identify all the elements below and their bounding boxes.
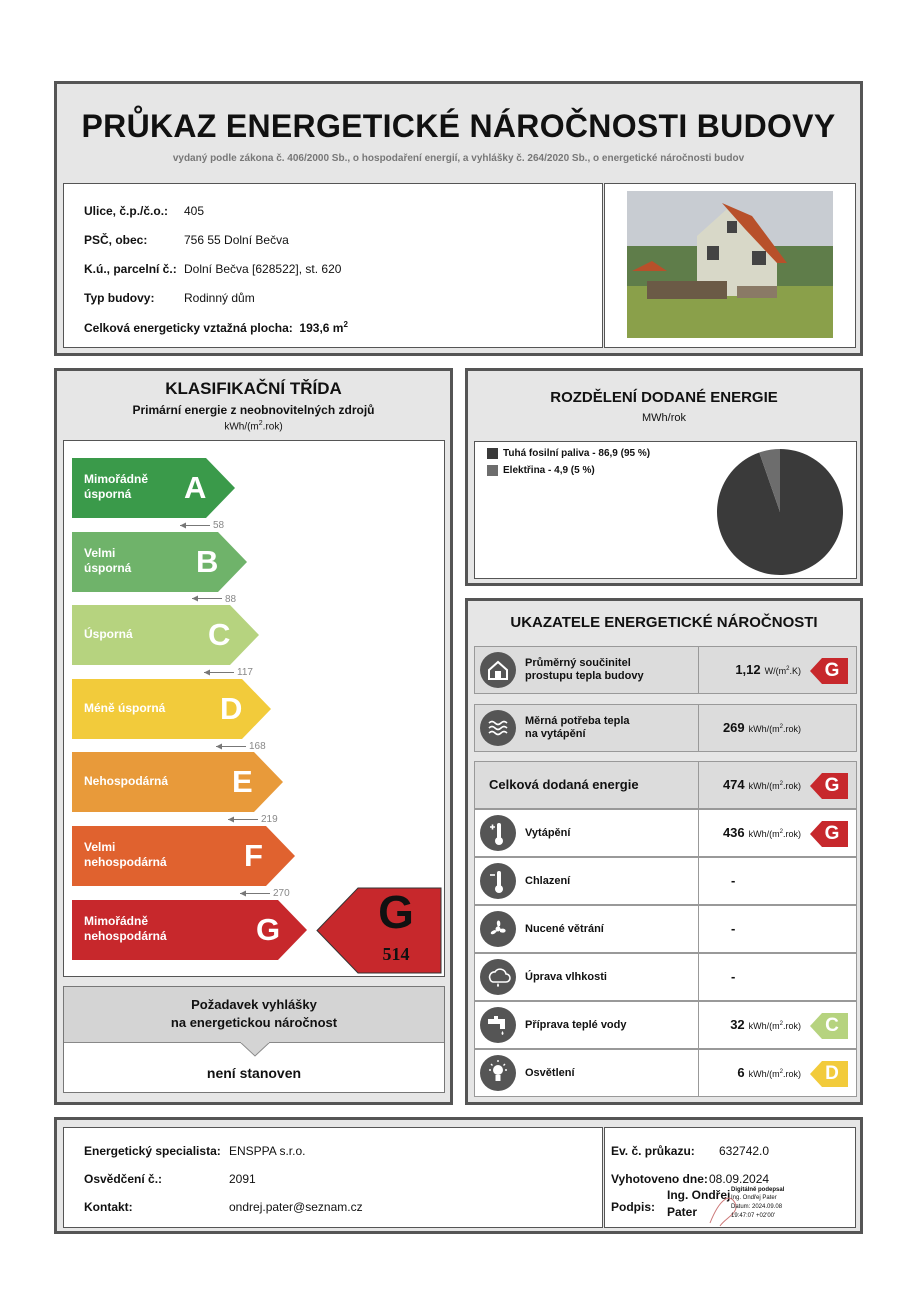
footer-panel <box>54 1117 863 1234</box>
indicator-label-line-1: Průměrný součinitel <box>525 657 631 669</box>
indicator-label-line-2: na vytápění <box>525 728 586 740</box>
threshold-value: 58 <box>213 520 225 531</box>
sign-name-1: Ing. Ondřej <box>667 1188 731 1202</box>
indicator-number: 436 <box>722 825 745 840</box>
psc-row <box>84 233 289 247</box>
icon-glyph <box>480 815 516 851</box>
tag-letter: G <box>824 823 840 844</box>
contact-label: Kontakt: <box>84 1200 133 1214</box>
certificate-box <box>604 1127 856 1228</box>
indicator-class-tag <box>810 1013 848 1039</box>
indicator-class-tag <box>810 821 848 847</box>
area-row <box>84 320 348 335</box>
result-letter: G <box>378 886 414 938</box>
street-label: Ulice, č.p./č.o.: <box>84 204 169 218</box>
class-label-line-1: Mimořádně <box>84 472 149 486</box>
indicator-value <box>737 1065 801 1080</box>
classification-panel <box>54 368 453 1105</box>
humidity-icon <box>480 959 516 995</box>
document-title: PRŮKAZ ENERGETICKÉ NÁROČNOSTI BUDOVY <box>81 108 836 144</box>
indicator-value <box>723 720 801 735</box>
house-icon <box>480 652 516 688</box>
street-row <box>84 204 204 218</box>
indicator-value: - <box>731 921 736 936</box>
ev-value: 632742.0 <box>719 1144 770 1158</box>
sign-name-2: Pater <box>667 1205 698 1219</box>
icon-glyph <box>480 1007 516 1043</box>
indicator-divider <box>698 858 699 904</box>
indicator-value: - <box>731 873 736 888</box>
indicator-class-tag <box>810 1061 848 1087</box>
indicator-divider <box>698 906 699 952</box>
class-threshold <box>216 741 266 752</box>
icon-glyph <box>480 710 516 746</box>
type-value: Rodinný dům <box>184 291 255 305</box>
class-label-line-2: úsporná <box>84 487 132 501</box>
sign-note-1: Digitálně podepsal <box>731 1187 785 1193</box>
indicator-label-line-1: Vytápění <box>525 827 571 839</box>
indicator-number: 32 <box>730 1017 745 1032</box>
heat-icon <box>480 710 516 746</box>
class-band-label <box>84 774 168 789</box>
requirement-title-1: Požadavek vyhlášky <box>191 997 317 1012</box>
tag-letter: C <box>825 1015 839 1036</box>
indicator-divider <box>698 810 699 856</box>
ev-label: Ev. č. průkazu: <box>611 1144 695 1158</box>
date-label: Vyhotoveno dne: <box>611 1172 708 1186</box>
class-threshold <box>180 520 224 531</box>
thermometer-plus-icon <box>480 815 516 851</box>
indicator-label <box>525 1067 575 1080</box>
indicator-number: 474 <box>722 777 745 792</box>
indicator-label <box>525 657 644 683</box>
unit-end: .rok) <box>262 421 283 433</box>
indicator-unit: $W/(m^2.K)$ <box>764 666 801 676</box>
faucet-icon <box>480 1007 516 1043</box>
distribution-unit: MWh/rok <box>642 412 686 424</box>
indicator-divider <box>698 705 699 751</box>
indicator-divider <box>698 647 699 693</box>
class-letter: B <box>196 543 219 579</box>
indicator-value <box>723 777 801 792</box>
unit-text: kWh/(m <box>224 421 259 433</box>
sign-note-4: 19:47:07 +02'00' <box>731 1213 776 1219</box>
indicator-label-line-1: Příprava teplé vody <box>525 1019 627 1031</box>
indicator-unit: kWh/$(m^2.rok)$ <box>748 829 801 839</box>
icon-glyph <box>480 911 516 947</box>
class-band-label <box>84 546 131 576</box>
indicator-row <box>474 1001 857 1049</box>
threshold-value: 117 <box>237 667 253 679</box>
requirement-title-2: na energetickou náročnost <box>170 1015 338 1030</box>
indicator-label <box>489 778 639 791</box>
sign-note-3: Datum: 2024.09.08 <box>731 1204 783 1210</box>
class-label-line-1: Mimořádně <box>84 913 149 928</box>
indicator-label-line-1: Celková dodaná energie <box>489 777 639 792</box>
street-value: 405 <box>184 204 205 218</box>
ku-row <box>84 262 341 276</box>
indicator-number: 6 <box>737 1065 745 1080</box>
tag-letter: G <box>824 660 840 681</box>
tag-letter: D <box>825 1063 839 1084</box>
class-letter: A <box>184 470 207 505</box>
indicator-label-line-1: Úprava vlhkosti <box>525 971 607 983</box>
threshold-arrow <box>180 525 210 526</box>
requirement-arrow <box>240 1042 270 1058</box>
pie-legend-item <box>487 465 595 476</box>
indicator-class-tag <box>810 773 848 799</box>
icon-glyph <box>480 1055 516 1091</box>
threshold-value: 168 <box>249 740 266 752</box>
indicator-divider <box>698 762 699 808</box>
requirement-value: není stanoven <box>206 1065 302 1081</box>
indicator-unit: kWh/$(m^2.rok)$ <box>748 1021 801 1031</box>
legend-swatch <box>487 465 498 476</box>
contact-value[interactable]: ondrej.pater@seznam.cz <box>229 1200 363 1214</box>
indicator-divider <box>698 1050 699 1096</box>
class-letter: D <box>220 690 243 726</box>
icon-glyph <box>480 959 516 995</box>
class-label-line-2: úsporná <box>84 560 132 575</box>
class-band-e <box>72 752 284 812</box>
class-band-label <box>84 840 167 870</box>
indicator-label-line-1: Chlazení <box>525 875 571 887</box>
bulb-icon <box>480 1055 516 1091</box>
building-info-box <box>63 183 603 348</box>
class-label-line-1: Nehospodárná <box>84 774 169 789</box>
class-threshold <box>192 594 236 605</box>
indicator-label <box>525 923 604 936</box>
ku-value: Dolní Bečva [628522], st. 620 <box>184 262 342 276</box>
specialist-value: ENSPPA s.r.o. <box>229 1144 306 1158</box>
indicator-row <box>474 905 857 953</box>
icon-glyph <box>480 652 516 688</box>
indicators-panel <box>465 598 863 1105</box>
requirement-box <box>63 986 445 1093</box>
threshold-value: 88 <box>225 593 237 605</box>
indicator-unit: kWh/$(m^2.rok)$ <box>748 781 801 791</box>
class-band-label <box>84 701 165 716</box>
result-marker <box>316 887 442 974</box>
class-label-line-2: nehospodárná <box>84 928 167 943</box>
class-label-line-1: Úsporná <box>84 627 133 642</box>
requirement-header <box>64 987 444 1043</box>
class-band-f <box>72 826 296 886</box>
pie-legend-item <box>487 448 650 459</box>
indicator-label-line-1: Nucené větrání <box>525 923 604 935</box>
indicator-row <box>474 646 857 694</box>
area-sup: 2 <box>343 320 348 329</box>
type-row <box>84 291 255 305</box>
class-band-g <box>72 900 308 960</box>
threshold-arrow <box>204 672 234 673</box>
indicator-label-line-1: Osvětlení <box>525 1067 575 1079</box>
indicator-label <box>525 875 570 888</box>
specialist-box <box>63 1127 603 1228</box>
class-label-line-1: Velmi <box>84 545 116 560</box>
date-value: 08.09.2024 <box>709 1172 770 1186</box>
threshold-arrow <box>192 598 222 599</box>
indicator-row <box>474 953 857 1001</box>
indicator-value <box>735 662 801 677</box>
indicator-divider <box>698 1002 699 1048</box>
indicator-number: 1,12 <box>735 662 761 677</box>
class-band-b <box>72 532 248 592</box>
fan-icon <box>480 911 516 947</box>
distribution-panel <box>465 368 863 586</box>
class-scale-box <box>63 440 445 977</box>
class-band-label <box>84 914 167 944</box>
class-band-label <box>84 472 148 502</box>
area-value: 193,6 m <box>299 321 344 335</box>
threshold-arrow <box>240 893 270 894</box>
class-letter: C <box>208 617 231 653</box>
class-band-d <box>72 679 272 739</box>
threshold-arrow <box>216 746 246 747</box>
indicator-label <box>525 715 630 741</box>
class-band-a <box>72 458 236 518</box>
sign-label: Podpis: <box>611 1200 655 1214</box>
document-subtitle: vydaný podle zákona č. 406/2000 Sb., o hospodaření energií, a vyhlášky č. 264/2020 Sb., o energetické náročnosti budov <box>172 153 745 164</box>
specialist-label: Energetický specialista: <box>84 1144 221 1158</box>
indicator-label <box>525 971 607 984</box>
type-label: Typ budovy: <box>84 291 155 305</box>
sign-note-2: Ing. Ondřej Pater <box>731 1195 777 1201</box>
threshold-value: 219 <box>261 814 278 826</box>
unit-sup: 2 <box>258 420 263 427</box>
class-label-line-1: Velmi <box>84 840 116 854</box>
pie-chart <box>715 447 845 577</box>
indicator-value: - <box>731 969 736 984</box>
classification-subtitle: Primární energie z neobnovitelných zdrojů <box>132 403 375 417</box>
indicator-row <box>474 809 857 857</box>
legend-label: Elektřina - 4,9 (5 %) <box>503 465 595 476</box>
distribution-title: ROZDĚLENÍ DODANÉ ENERGIE <box>550 389 778 406</box>
class-label-line-2: nehospodárná <box>84 855 167 869</box>
indicator-label-line-2: prostupu tepla budovy <box>525 670 644 682</box>
ku-label: K.ú., parcelní č.: <box>84 262 177 276</box>
indicator-unit: kWh/$(m^2.rok)$ <box>748 724 801 734</box>
tag-letter: G <box>824 775 840 796</box>
header-panel <box>54 81 863 356</box>
class-band-c <box>72 605 260 665</box>
psc-label: PSČ, obec: <box>84 233 148 247</box>
indicator-divider <box>698 954 699 1000</box>
area-label: Celková energeticky vztažná plocha: <box>84 321 293 335</box>
class-threshold <box>204 667 253 678</box>
threshold-value: 270 <box>273 888 290 899</box>
indicator-row <box>474 761 857 809</box>
pie-chart-box <box>474 441 857 579</box>
indicator-label-line-1: Měrná potřeba tepla <box>525 715 630 727</box>
indicator-row <box>474 704 857 752</box>
indicator-value <box>723 825 801 840</box>
indicator-unit: kWh/$(m^2.rok)$ <box>748 1069 801 1079</box>
class-letter: F <box>244 838 263 873</box>
indicator-number: 269 <box>722 720 745 735</box>
threshold-arrow <box>228 819 258 820</box>
legend-swatch <box>487 448 498 459</box>
class-letter: G <box>256 911 281 947</box>
classification-title: KLASIFIKAČNÍ TŘÍDA <box>165 379 342 398</box>
indicator-class-tag <box>810 658 848 684</box>
cert-label: Osvědčení č.: <box>84 1172 163 1186</box>
house-photo <box>627 191 833 338</box>
psc-value: 756 55 Dolní Bečva <box>184 233 289 247</box>
class-threshold <box>228 814 278 825</box>
indicator-value <box>730 1017 801 1032</box>
indicator-row <box>474 857 857 905</box>
result-value: 514 <box>382 944 410 964</box>
indicators-title: UKAZATELE ENERGETICKÉ NÁROČNOSTI <box>510 614 818 631</box>
class-label-line-1: Méně úsporná <box>84 700 166 715</box>
indicator-row <box>474 1049 857 1097</box>
class-letter: E <box>232 764 253 800</box>
indicator-label <box>525 827 570 840</box>
class-threshold <box>240 888 290 899</box>
classification-unit <box>57 420 450 432</box>
photo-box <box>604 183 856 348</box>
indicator-label <box>525 1019 627 1032</box>
legend-label: Tuhá fosilní paliva - 86,9 (95 %) <box>503 448 651 459</box>
icon-glyph <box>480 863 516 899</box>
class-band-label <box>84 627 133 642</box>
thermometer-minus-icon <box>480 863 516 899</box>
cert-value: 2091 <box>229 1172 256 1186</box>
